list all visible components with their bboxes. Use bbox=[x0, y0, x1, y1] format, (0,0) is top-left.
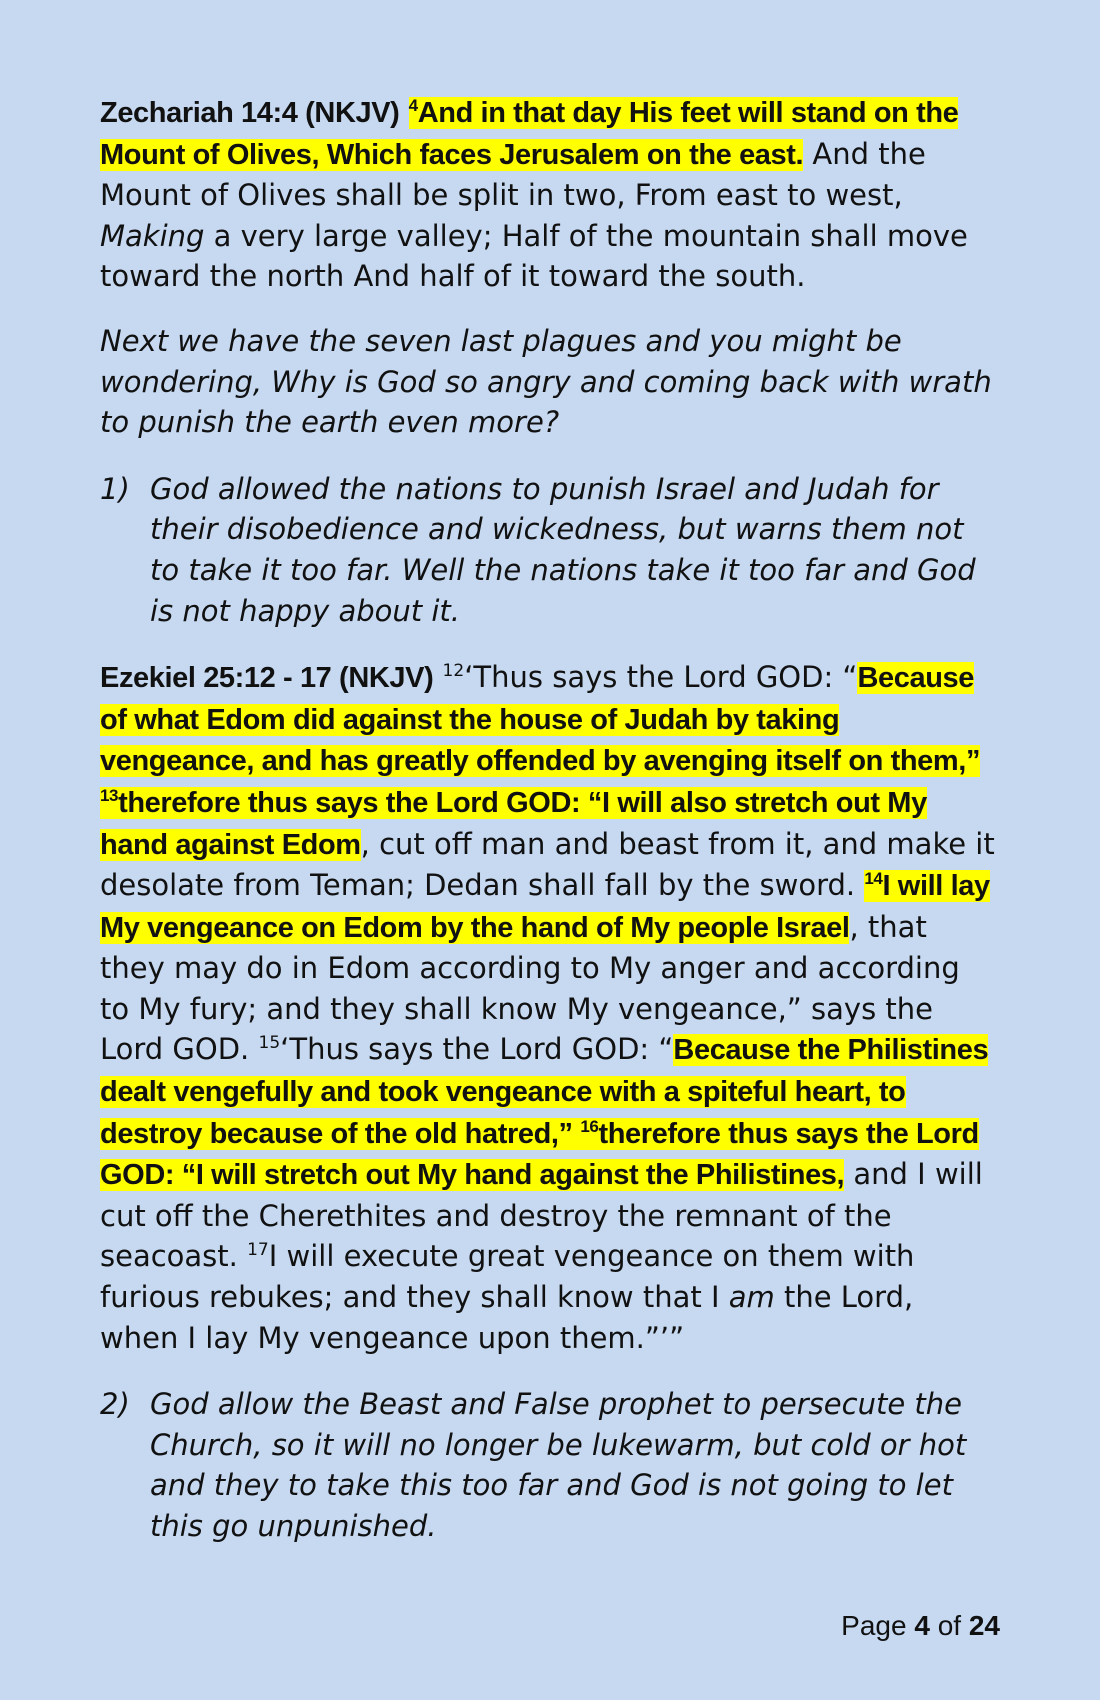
zechariah-highlight: $^4$And in that day His feet will stand on the Mount of Olives, Which faces Jerusalem on the east. bbox=[100, 96, 959, 171]
point-1 bbox=[100, 469, 995, 631]
point-number: 1) bbox=[100, 471, 130, 506]
italic-word: am bbox=[728, 1280, 775, 1315]
verse-number: 12 bbox=[442, 661, 465, 682]
commentary-paragraph: Next we have the seven last plagues and you might be wondering, Why is God so angry and coming back with wrath to punish the earth even more? bbox=[100, 323, 992, 440]
verse-number: 15 bbox=[258, 1033, 281, 1054]
point-number: 2) bbox=[100, 1387, 130, 1422]
zechariah-reference: Zechariah 14:4 (NKJV) bbox=[100, 97, 400, 129]
verse-number: 16 bbox=[580, 1116, 599, 1136]
current-page: 4 bbox=[914, 1610, 930, 1641]
verse-number: 13 bbox=[100, 785, 119, 805]
point-text: God allowed the nations to punish Israel and Judah for their disobedience and wickedness, but warns them not to take it too far. Well the nations take it too far and God is not happy about it. bbox=[150, 471, 976, 628]
ezekiel-highlight: $^{14}$I will lay My vengeance on Edom by the hand of My people Israel bbox=[100, 869, 990, 944]
page-content bbox=[100, 92, 995, 1547]
verse-number: 17 bbox=[247, 1240, 269, 1261]
verse-number: 14 bbox=[864, 869, 883, 889]
italic-word: Making bbox=[100, 218, 205, 253]
ezekiel-reference: Ezekiel 25:12 - 17 (NKJV) bbox=[100, 662, 434, 695]
point-text: God allow the Beast and False prophet to persecute the Church, so it will no longer be lukewarm, but cold or hot and they to take this too far and God is not going to let this go unpunished. bbox=[150, 1387, 967, 1543]
zechariah-passage: Zechariah 14:4 (NKJV) $^4$And in that day His feet will stand on the Mount of Olives, Which faces Jerusalem on the east. And the Mount of Olives shall be split in two, From east to west, Making a very large valley; Half of the mountain shall move toward the north And half of it toward the south. bbox=[100, 96, 968, 294]
verse-number: 4 bbox=[408, 96, 418, 115]
ezekiel-highlight: Because the Philistines dealt vengefully and took vengeance with a spiteful heart, to destroy because of the old hatred,” $^{16}$therefore thus says the Lord GOD: “I will stretch out My hand against the Philistines, bbox=[100, 1034, 989, 1192]
point-2 bbox=[100, 1384, 995, 1546]
page-number: Page 4 of 24 bbox=[841, 1610, 1000, 1641]
ezekiel-highlight: Because of what Edom did against the house of Judah by taking vengeance, and has greatly offended by avenging itself on them,” $^{13}$therefore thus says the Lord GOD: “I will also stretch out My hand against Edom bbox=[100, 662, 981, 861]
total-pages: 24 bbox=[968, 1610, 1000, 1641]
ezekiel-passage: Ezekiel 25:12 - 17 (NKJV) $^{12}$‘Thus says the Lord GOD: “Because of what Edom did against the house of Judah by taking vengeance, and has greatly offended by avenging itself on them,” $^{13}$therefore thus says the Lord GOD: “I will also stretch out My hand against Edom, cut off man and beast from it, and make it desolate from Teman; Dedan shall fall by the sword. $^{14}$I will lay My vengeance on Edom by the hand of My people Israel, that they may do in Edom according to My anger and according to My fury; and they shall know My vengeance,” says the Lord GOD. $^{15}$‘Thus says the Lord GOD: “Because the Philistines dealt vengefully and took vengeance with a spiteful heart, to destroy because of the old hatred,” $^{16}$therefore thus says the Lord GOD: “I will stretch out My hand against the Philistines, and I will cut off the Cherethites and destroy the remnant of the seacoast. $^{17}$I will execute great vengeance on them with furious rebukes; and they shall know that I am the Lord, when I lay My vengeance upon them.”’” bbox=[100, 660, 995, 1355]
